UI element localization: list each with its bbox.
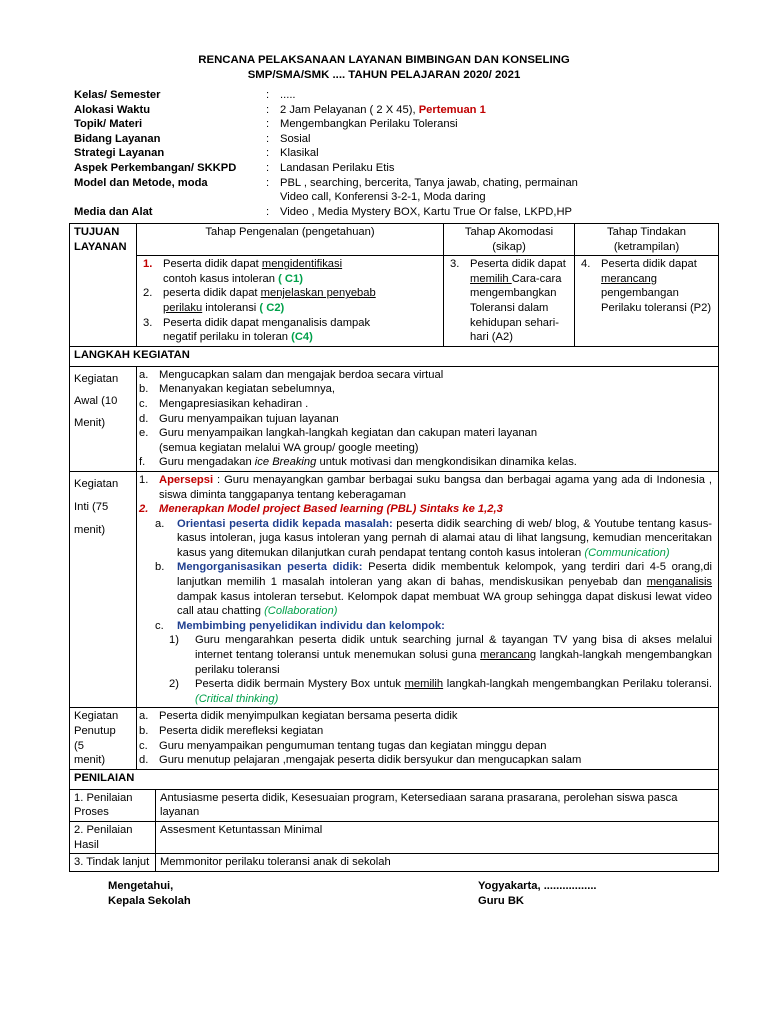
colon: :: [266, 147, 270, 160]
colon: :: [266, 132, 270, 145]
signature-right-line1: Yogyakarta, .................: [478, 880, 597, 892]
meta-label: Media dan Alat: [74, 205, 153, 218]
tujuan-head: TUJUAN LAYANAN: [70, 224, 137, 347]
meta-value: Klasikal: [280, 147, 319, 160]
kegiatan-penutup-label: Kegiatan Penutup (5 menit): [70, 708, 137, 769]
penilaian-proses-label: 1. Penilaian Proses: [70, 789, 156, 821]
meta-value: 2 Jam Pelayanan ( 2 X 45), Pertemuan 1: [280, 103, 486, 116]
doc-title-line2: SMP/SMA/SMK .... TAHUN PELAJARAN 2020/ 2021: [247, 69, 521, 81]
kegiatan-inti-label: Kegiatan Inti (75 menit): [70, 471, 137, 708]
colon: :: [266, 89, 270, 101]
langkah-head: LANGKAH KEGIATAN: [70, 346, 719, 366]
kegiatan-inti-list: 1. Apersepsi : Guru menayangkan gambar berbagai suku bangsa dan berbagai agama yang ada di Indonesia , siswa diminta tanggapanya tentang keberagaman 2. Menerapkan Model project Based learning (PBL) Sintaks ke 1,2,3 a. Orientasi peserta didik kepada masalah: peserta didik searching di web/ blog, & Youtube tentang kasus-kasus intoleran, juga kasus intoleran yang pernah di alamai atau di lihat langsung, kemudian menceritakan kasus yang ditemukan dilanjutkan curah pendapat tentang contoh kasus intoleran (Communication) b. Mengorganisasikan peserta didik: Peserta didik membentuk kelompok, yang terdiri dari 4-5 orang,di lanjutkan memilih 1 masalah intoleran yang akan di bahas, mendiskusikan penyebab dan menganalisis dampak kasus intoleran tersebut. Kelompok dapat membuat WA group sehingga dapat diskusi lewat video call atau chatting (Collaboration) c. Membimbing penyelidikan individu dan kelompok: 1) Guru mengarahkan peserta didik untuk searching jurnal & tayangan TV yang bisa di akses melalui internet tentang toleransi untuk menemukan solusi guna merancang langkah-langkah mengembangkan perilaku toleransi 2) Peserta didik bermain Mystery Box untuk memilih langkah-langkah mengembangkan Perilaku toleransi. (Critical thinking): [137, 471, 719, 708]
meta-value: Mengembangkan Perilaku Toleransi: [280, 118, 458, 131]
kegiatan-awal-label: Kegiatan Awal (10 Menit): [70, 366, 137, 471]
kegiatan-penutup-list: a. Peserta didik menyimpulkan kegiatan bersama peserta didik b. Peserta didik merefleksi kegiatan c. Guru menyampaikan pengumuman tentang tugas dan kegiatan minggu depan d. Guru menutup pelajaran ,mengajak peserta didik bersyukur dan mengucapkan salam: [137, 708, 719, 769]
meta-value: Landasan Perilaku Etis: [280, 161, 395, 174]
penilaian-hasil-value: Assesment Ketuntassan Minimal: [156, 821, 719, 853]
tindak-lanjut-value: Memmonitor perilaku toleransi anak di sekolah: [156, 854, 719, 872]
tujuan-col1-head: Tahap Pengenalan (pengetahuan): [137, 224, 444, 256]
meta-value: .....: [280, 89, 296, 101]
signature-right-line2: Guru BK: [478, 895, 524, 907]
penilaian-proses-value: Antusiasme peserta didik, Kesesuaian program, Ketersediaan sarana prasarana, perolehan siswa pasca layanan: [156, 789, 719, 821]
meta-value: PBL , searching, bercerita, Tanya jawab, chating, permainan: [280, 176, 578, 189]
meta-label: Topik/ Materi: [74, 118, 143, 131]
colon: :: [266, 161, 270, 174]
doc-title-line1: RENCANA PELAKSANAAN LAYANAN BIMBINGAN DAN KONSELING: [198, 54, 570, 66]
meta-value: Video , Media Mystery BOX, Kartu True Or false, LKPD,HP: [280, 205, 573, 218]
meta-value: Video call, Konferensi 3-2-1, Moda daring: [280, 191, 486, 204]
signature-left-line2: Kepala Sekolah: [108, 895, 191, 907]
meta-label: Strategi Layanan: [74, 147, 165, 160]
tujuan-col2-head: Tahap Akomodasi (sikap): [444, 224, 575, 256]
penilaian-head: PENILAIAN: [70, 769, 719, 789]
rpl-table: [69, 223, 719, 872]
colon: :: [266, 103, 270, 116]
tujuan-col3-head: Tahap Tindakan (ketrampilan): [575, 224, 719, 256]
tujuan-pengenalan: 1. Peserta didik dapat mengidentifikasi contoh kasus intoleran ( C1) 2. peserta didik dapat menjelaskan penyebab perilaku intoleransi ( C2) 3. Peserta didik dapat menganalisis dampak negatif perilaku in toleran (C4): [137, 256, 444, 347]
meta-label: Bidang Layanan: [74, 132, 161, 145]
tujuan-akomodasi: 3. Peserta didik dapat memilih Cara-cara mengembangkan Toleransi dalam kehidupan sehari-hari (A2): [444, 256, 575, 347]
tindak-lanjut-label: 3. Tindak lanjut: [70, 854, 156, 872]
tujuan-tindakan: 4. Peserta didik dapat merancang pengembangan Perilaku toleransi (P2): [575, 256, 719, 347]
meta-label: Model dan Metode, moda: [74, 176, 208, 189]
penilaian-hasil-label: 2. Penilaian Hasil: [70, 821, 156, 853]
meta-value: Sosial: [280, 132, 311, 145]
meta-label: Kelas/ Semester: [74, 89, 161, 101]
colon: :: [266, 205, 270, 218]
colon: :: [266, 118, 270, 131]
colon: :: [266, 176, 270, 189]
kegiatan-awal-list: a. Mengucapkan salam dan mengajak berdoa secara virtual b. Menanyakan kegiatan sebelumnya, c. Mengapresiasikan kehadiran . d. Guru menyampaikan tujuan layanan e. Guru menyampaikan langkah-langkah kegiatan dan cakupan materi layanan (semua kegiatan melalui WA group/ google meeting) f. Guru mengadakan ice Breaking untuk motivasi dan mengkondisikan dinamika kelas.: [137, 366, 719, 471]
meta-label: Aspek Perkembangan/ SKKPD: [74, 161, 237, 174]
signature-left-line1: Mengetahui,: [108, 880, 174, 892]
meta-label: Alokasi Waktu: [74, 103, 151, 116]
